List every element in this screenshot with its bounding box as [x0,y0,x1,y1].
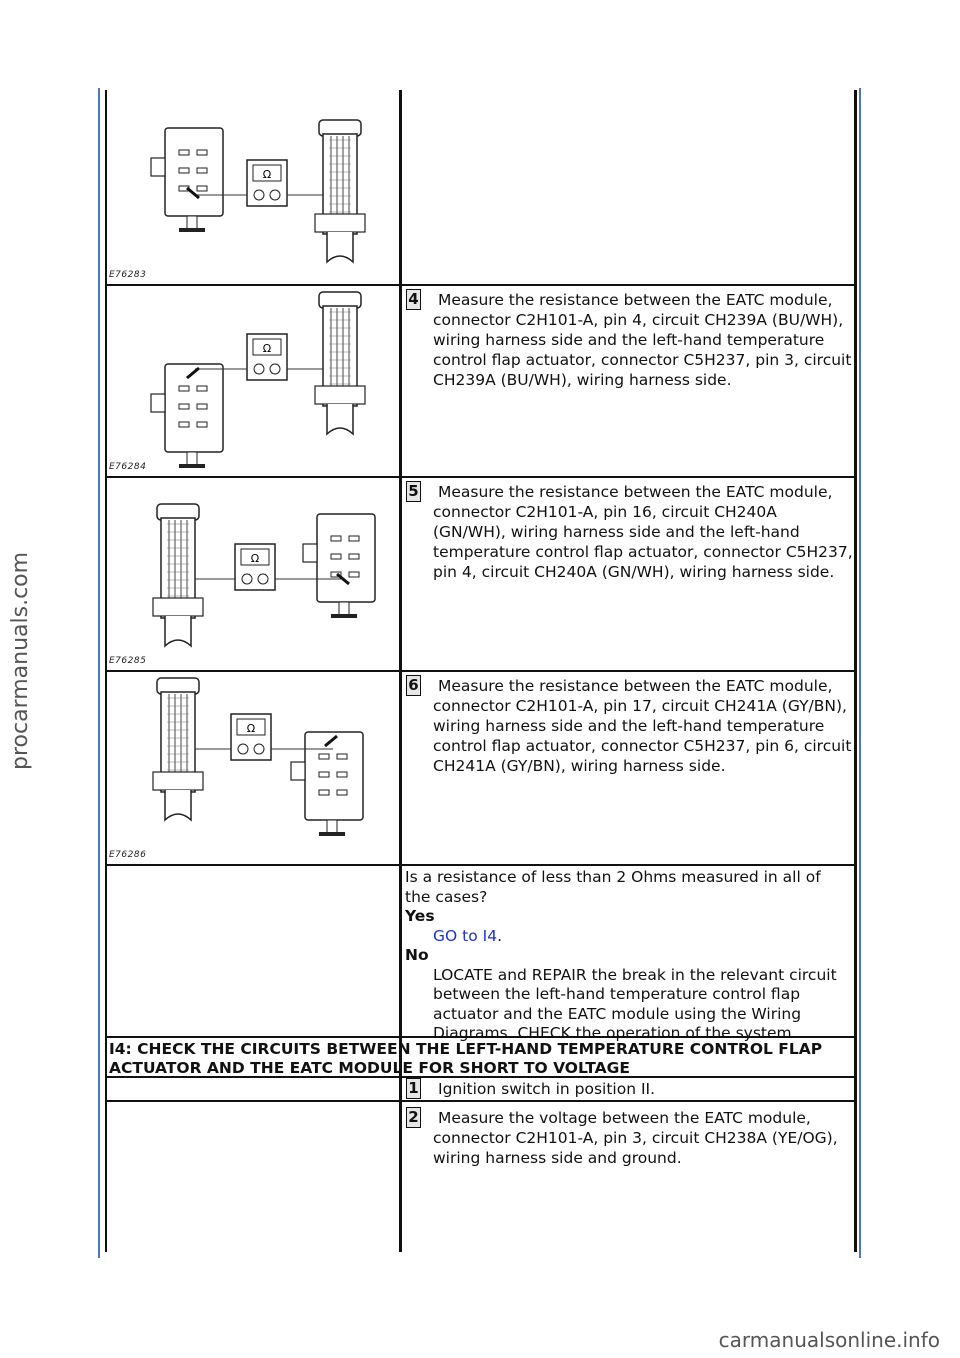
figure-cell [107,476,399,670]
step-item [403,284,853,390]
figure-cell [107,284,399,476]
heading-row [105,1036,857,1078]
pin [319,790,329,795]
pin [179,422,189,427]
pin [319,772,329,777]
pin [349,536,359,541]
left-blue-margin-line [98,88,100,1258]
wiring-diagram-figure-2 [107,284,399,476]
pin [197,386,207,391]
step-row-4 [105,284,857,478]
positive-terminal [254,364,264,374]
i4-step-row-1 [105,1076,857,1102]
pin [197,422,207,427]
step-row-6 [105,670,857,866]
step-cell [403,1102,853,1168]
step-number: 5 [406,481,421,502]
pin [337,790,347,795]
step-cell [403,284,853,390]
positive-terminal [238,744,248,754]
question-block [403,864,853,1048]
actuator-connector [303,514,375,618]
step-item [403,1076,853,1099]
step-cell [403,1076,853,1099]
ohm-symbol: Ω [246,722,256,735]
pin [331,554,341,559]
pin [319,754,329,759]
pin [337,772,347,777]
step-item [403,1102,853,1168]
pin [197,186,207,191]
actuator-connector [151,128,223,232]
right-blue-margin-line [859,88,861,1258]
section-heading-i4: I4: CHECK THE CIRCUITS BETWEEN THE LEFT-HAND TEMPERATURE CONTROL FLAP ACTUATOR AND THE EATC MODULE FOR SHORT TO VOLTAGE [109,1040,823,1077]
positive-terminal [254,190,264,200]
figure-cell [107,670,399,864]
figure-id: E76283 [109,270,147,280]
step-cell [403,476,853,582]
yes-label: Yes [405,907,435,925]
pin [179,386,189,391]
step-item [403,476,853,582]
step-cell [403,670,853,776]
pin [179,404,189,409]
step-text: Measure the resistance between the EATC module, connector C2H101-A, pin 17, circuit CH241A (GY/BN), wiring harness side and the left-hand temperature control flap actuator, connector C5H237, pin 6, circuit CH241A (GY/BN), wiring harness side. [433,677,852,775]
step-text: Ignition switch in position II. [438,1080,656,1098]
ohmmeter [235,544,275,590]
figure-row-1 [105,90,857,286]
step-number: 6 [406,675,421,696]
pin [331,536,341,541]
procedure-table [105,90,855,1252]
ohm-symbol: Ω [250,552,260,565]
ohm-symbol: Ω [262,342,272,355]
question-cell [403,864,853,1048]
question-text: Is a resistance of less than 2 Ohms measured in all of the cases? [405,868,821,906]
pin [179,150,189,155]
pin [349,572,359,577]
positive-terminal [242,574,252,584]
negative-terminal [270,364,280,374]
no-action: LOCATE and REPAIR the break in the relevant circuit between the left-hand temperature control flap actuator and the EATC module using the Wiring Diagrams. CHECK the operation of the system. [433,965,837,1042]
figure-id: E76286 [109,850,147,860]
step-row-5 [105,476,857,672]
step-number: 4 [406,289,421,310]
figure-id: E76284 [109,462,147,472]
step-text: Measure the voltage between the EATC module, connector C2H101-A, pin 3, circuit CH238A (YE/OG), wiring harness side and ground. [433,1109,838,1167]
step-text: Measure the resistance between the EATC module, connector C2H101-A, pin 16, circuit CH240A (GN/WH), wiring harness side and the left-hand temperature control flap actuator, connector C5H237, pin 4, circuit CH240A (GN/WH), wiring harness side. [433,483,853,581]
bottom-watermark: carmanualsonline.info [718,1328,940,1352]
wiring-diagram-figure-3 [107,476,399,670]
question-row [105,864,857,1042]
yes-suffix: . [497,926,502,945]
pin [197,150,207,155]
side-watermark: procarmanuals.com [8,551,33,770]
negative-terminal [258,574,268,584]
step-text: Measure the resistance between the EATC module, connector C2H101-A, pin 4, circuit CH239A (BU/WH), wiring harness side and the left-hand temperature control flap actuator, connector C5H237, pin 3, circuit CH239A (BU/WH), wiring harness side. [433,291,852,389]
ohmmeter [231,714,271,760]
ohm-symbol: Ω [262,168,272,181]
step-number: 2 [406,1107,421,1128]
module-harness-connector [315,120,365,262]
wiring-diagram-figure-4 [107,670,399,864]
pin [337,754,347,759]
figure-cell [107,90,399,284]
negative-terminal [270,190,280,200]
pin [179,168,189,173]
ohmmeter [247,334,287,380]
go-to-i4-link[interactable]: GO to I4 [433,926,498,945]
module-harness-connector [315,292,365,434]
ohmmeter [247,160,287,206]
pin [197,404,207,409]
negative-terminal [254,744,264,754]
pin [197,168,207,173]
wiring-diagram-figure-1 [107,90,399,284]
no-label: No [405,946,429,964]
actuator-connector [151,364,223,468]
i4-step-row-2 [105,1102,857,1252]
figure-id: E76285 [109,656,147,666]
yes-action [405,927,851,947]
step-number: 1 [406,1078,421,1099]
pin [349,554,359,559]
actuator-connector [291,732,363,836]
step-item [403,670,853,776]
module-harness-connector [153,504,203,646]
